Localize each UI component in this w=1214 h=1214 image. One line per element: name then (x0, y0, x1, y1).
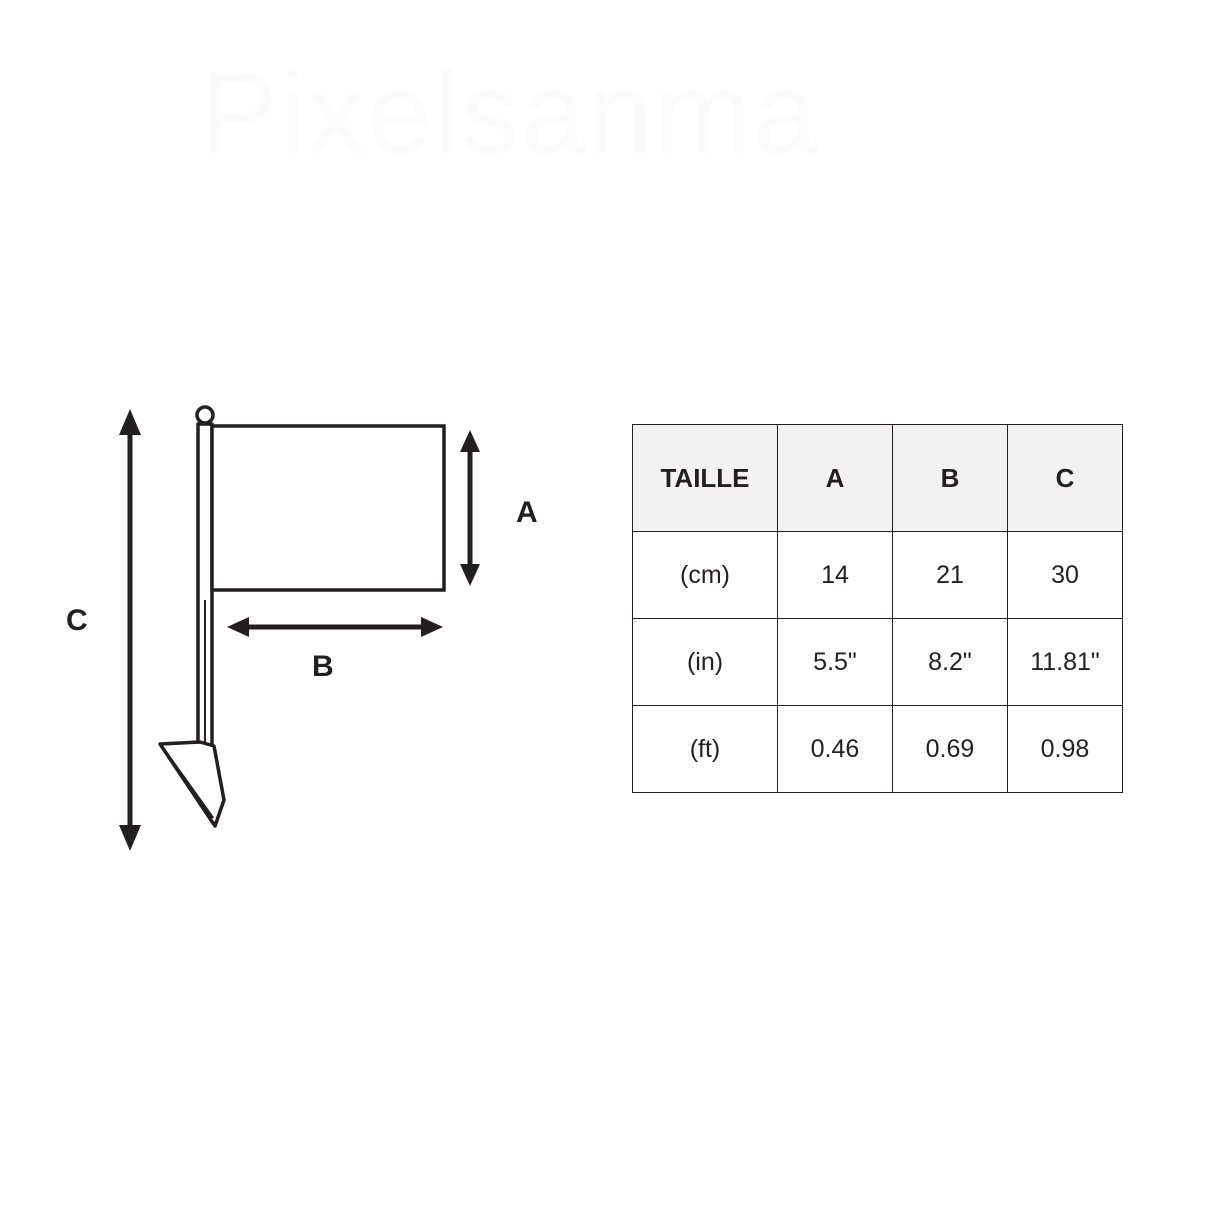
table-row (633, 532, 1123, 619)
table-header-b: B (893, 425, 1008, 532)
size-table-body (633, 532, 1123, 793)
watermark-text: Pixelsanma (200, 48, 820, 178)
row-value-b: 8.2" (893, 619, 1008, 706)
dimension-label-c: C (66, 604, 88, 637)
row-value-c: 11.81" (1008, 619, 1123, 706)
table-row (633, 706, 1123, 793)
dimension-label-a: A (516, 496, 538, 529)
height-arrow (460, 430, 480, 586)
size-table-head (633, 425, 1123, 532)
table-row (633, 619, 1123, 706)
table-header-c: C (1008, 425, 1123, 532)
row-value-c: 0.98 (1008, 706, 1123, 793)
row-value-b: 21 (893, 532, 1008, 619)
row-unit: (ft) (633, 706, 778, 793)
product-diagram (0, 0, 600, 1214)
row-value-a: 5.5" (778, 619, 893, 706)
table-header-a: A (778, 425, 893, 532)
size-table (632, 424, 1123, 793)
row-value-a: 14 (778, 532, 893, 619)
width-arrow (227, 617, 443, 637)
size-table-wrapper (632, 424, 1123, 793)
row-unit: (in) (633, 619, 778, 706)
row-value-a: 0.46 (778, 706, 893, 793)
dimension-label-b: B (312, 650, 334, 683)
window-clip (160, 742, 224, 826)
total-length-arrow (119, 409, 141, 851)
flag-banner (212, 426, 444, 590)
table-header-row (633, 425, 1123, 532)
table-header-taille: TAILLE (633, 425, 778, 532)
row-value-b: 0.69 (893, 706, 1008, 793)
row-unit: (cm) (633, 532, 778, 619)
row-value-c: 30 (1008, 532, 1123, 619)
